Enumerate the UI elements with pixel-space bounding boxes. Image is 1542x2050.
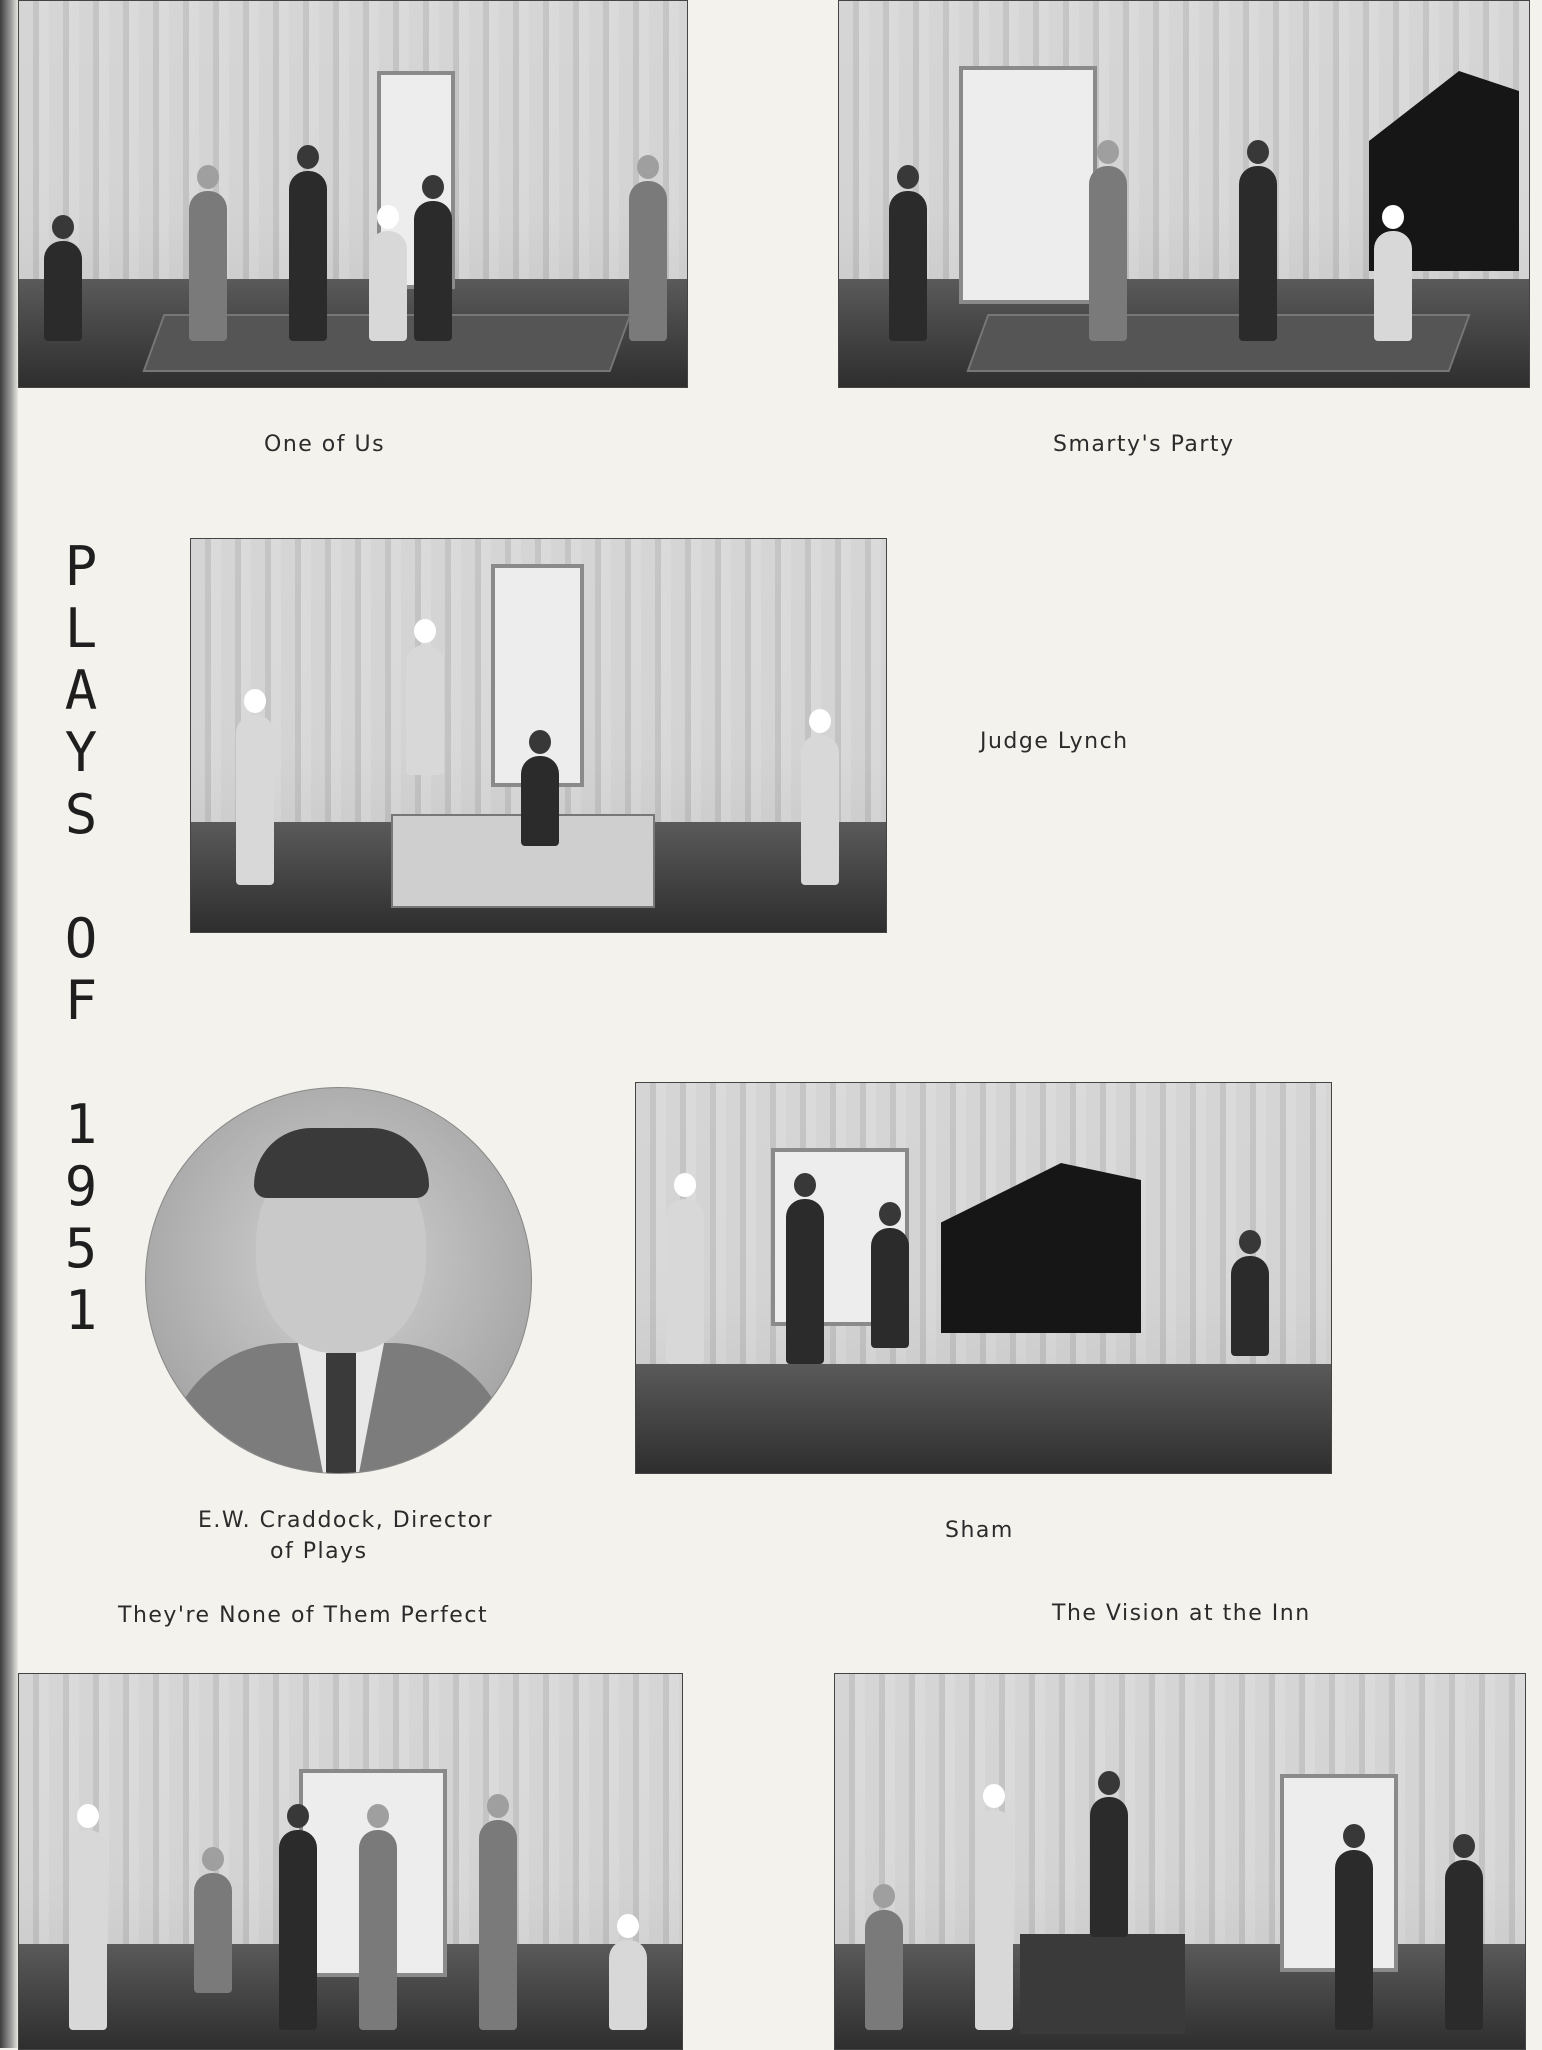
caption-none-of-them-perfect: They're None of Them Perfect (118, 1603, 489, 1628)
caption-director-line2: of Plays (270, 1539, 368, 1564)
photo-sham (635, 1082, 1332, 1474)
title-letter: P (64, 535, 98, 598)
vertical-title-plays-of-1951 (56, 535, 106, 1346)
caption-one-of-us: One of Us (264, 432, 386, 457)
title-letter: A (64, 659, 98, 722)
title-digit: 5 (64, 1217, 98, 1280)
title-spacer (56, 850, 106, 912)
title-spacer (56, 1036, 106, 1098)
title-digit: 1 (64, 1093, 98, 1156)
photo-vision-at-the-inn (834, 1673, 1526, 2050)
caption-director-line1: E.W. Craddock, Director (198, 1508, 494, 1533)
title-digit: 9 (64, 1155, 98, 1218)
title-letter: S (64, 783, 98, 846)
title-letter: O (64, 907, 98, 970)
title-letter: Y (64, 721, 98, 784)
title-digit: 1 (64, 1279, 98, 1342)
caption-judge-lynch: Judge Lynch (980, 729, 1129, 754)
photo-judge-lynch (190, 538, 887, 933)
title-letter: F (64, 969, 98, 1032)
photo-smartys-party (838, 0, 1530, 388)
caption-sham: Sham (945, 1518, 1014, 1543)
photo-none-of-them-perfect (18, 1673, 683, 2050)
caption-vision-at-the-inn: The Vision at the Inn (1052, 1601, 1311, 1626)
photo-one-of-us (18, 0, 688, 388)
caption-smartys-party: Smarty's Party (1053, 432, 1235, 457)
director-portrait (145, 1087, 532, 1474)
page-binding-shadow (0, 0, 18, 2048)
title-letter: L (64, 597, 98, 660)
